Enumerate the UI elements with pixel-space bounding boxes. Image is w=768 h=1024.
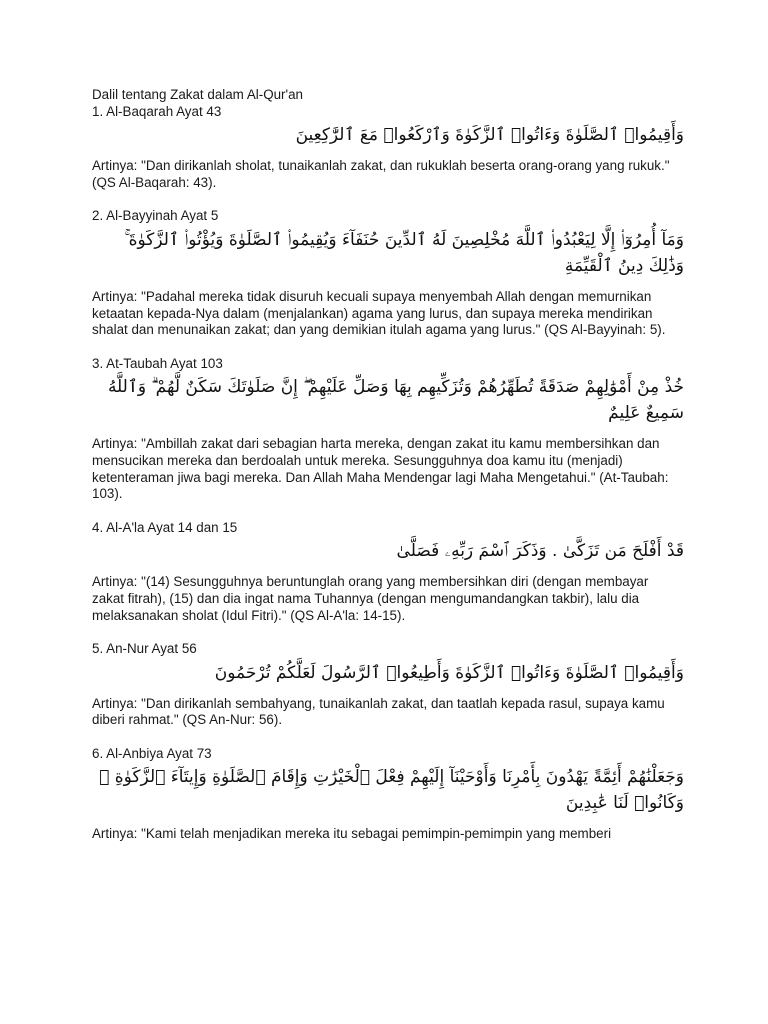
section-heading: 4. Al-A'la Ayat 14 dan 15 [92,519,238,535]
arabic-verse: وَأَقِيمُوا۟ ٱلصَّلَوٰةَ وَءَاتُوا۟ ٱلزَّكَوٰةَ وَأَطِيعُوا۟ ٱلرَّسُولَ لَعَلَّكُمْ تُرْحَمُونَ [214,662,684,683]
translation-text: Artinya: "Ambillah zakat dari sebagian harta mereka, dengan zakat itu kamu membersihkan dan mensucikan mereka dan berdoalah untuk mereka. Sesungguhnya doa kamu itu (menjadi) ketenteraman jiwa bagi mereka. Dan Allah Maha Mendengar lagi Maha Mengetahui." (At-Taubah: 103). [92,436,669,502]
arabic-verse: وَأَقِيمُوا۟ ٱلصَّلَوٰةَ وَءَاتُوا۟ ٱلزَّكَوٰةَ وَٱرْكَعُوا۟ مَعَ ٱلرَّٰكِعِينَ [295,125,684,146]
translation-text: Artinya: "Dan dirikanlah sembahyang, tunaikanlah zakat, dan taatlah kepada rasul, supaya kamu diberi rahmat." (QS An-Nur: 56). [92,695,665,728]
document-body [92,87,684,843]
arabic-verse: خُذْ مِنْ أَمْوَٰلِهِمْ صَدَقَةً تُطَهِّرُهُمْ وَتُزَكِّيهِم بِهَا وَصَلِّ عَلَيْهِمْ ۖ إِنَّ صَلَوٰتَكَ سَكَنٌ لَّهُمْ ۗ وَٱللَّهُ سَمِيعٌ عَلِيمٌ [107,377,684,424]
translation-text: Artinya: "(14) Sesungguhnya beruntunglah orang yang membersihkan diri (dengan membayar zakat fitrah), (15) dan dia ingat nama Tuhannya (dengan mengumandangkan takbir), lalu dia melaksanakan sholat (Idul Fitri)." (QS Al-A'la: 14-15). [92,574,649,623]
document-title: Dalil tentang Zakat dalam Al-Qur'an [92,87,303,102]
arabic-verse: وَمَآ أُمِرُوٓا۟ إِلَّا لِيَعْبُدُوا۟ ٱللَّهَ مُخْلِصِينَ لَهُ ٱلدِّينَ حُنَفَآءَ وَيُقِيمُوا۟ ٱلصَّلَوٰةَ وَيُؤْتُوا۟ ٱلزَّكَوٰةَ ۚ وَذَٰلِكَ دِينُ ٱلْقَيِّمَةِ [124,229,684,276]
section-heading: 6. Al-Anbiya Ayat 73 [92,745,212,761]
translation-text: Artinya: "Dan dirikanlah sholat, tunaikanlah zakat, dan rukuklah beserta orang-orang yang rukuk." (QS Al-Baqarah: 43). [92,158,670,190]
translation-text: Artinya: "Padahal mereka tidak disuruh kecuali supaya menyembah Allah dengan memurnikan ketaatan kepada-Nya dalam (menjalankan) agama yang lurus, dan supaya mereka mendirikan shalat dan menunaikan zakat; dan yang demikian itulah agama yang lurus." (QS Al-Bayyinah: 5). [92,288,666,338]
section-heading: 3. At-Taubah Ayat 103 [92,355,223,371]
section-heading: 5. An-Nur Ayat 56 [92,641,197,657]
section-heading: 1. Al-Baqarah Ayat 43 [92,103,222,119]
section-heading: 2. Al-Bayyinah Ayat 5 [92,208,219,224]
arabic-verse: قَدْ أَفْلَحَ مَن تَزَكَّىٰ . وَذَكَرَ ٱسْمَ رَبِّهِۦ فَصَلَّىٰ [396,541,684,562]
translation-text: Artinya: "Kami telah menjadikan mereka itu sebagai pemimpin-pemimpin yang memberi [92,826,612,842]
arabic-verse: وَجَعَلْنَٰهُمْ أَئِمَّةً يَهْدُونَ بِأَمْرِنَا وَأَوْحَيْنَآ إِلَيْهِمْ فِعْلَ ٱلْخَيْرَٰتِ وَإِقَامَ ٱلصَّلَوٰةِ وَإِيتَآءَ ٱلزَّكَوٰةِ ۖ وَكَانُوا۟ لَنَا عَٰبِدِينَ [99,767,684,814]
